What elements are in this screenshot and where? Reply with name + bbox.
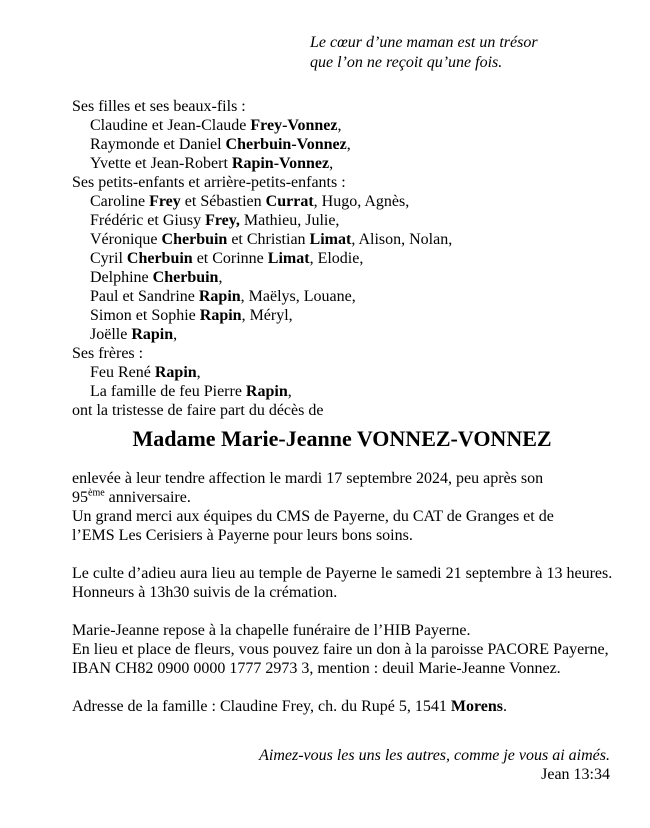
body-text: , [173,326,178,343]
name-bold-text: Rapin-Vonnez [231,155,330,172]
name-bold-text: Cherbuin [152,269,219,286]
name-bold-text: Limat [267,250,310,267]
paragraph-line [72,488,650,507]
epigraph-line-2: que l’on ne reçoit qu’une fois. [310,54,503,71]
body-text: . [503,698,508,715]
body-text: Yvette et Jean-Robert [90,155,232,172]
paragraph-line [72,507,650,526]
body-text: , Maëlys, Louane, [240,288,356,305]
closing-quote-attribution: Jean 13:34 [541,766,610,783]
body-text: Ses petits-enfants et arrière-petits-enfants : [72,174,346,191]
name-bold-text: Rapin [198,288,241,305]
paragraph-line [72,469,650,488]
body-text: et Christian [227,231,310,248]
body-text: et Corinne [192,250,268,267]
name-bold-text: Rapin [154,364,197,381]
body-text: 95 [72,489,88,506]
name-bold-text: Cherbuin-Vonnez [225,136,347,153]
paragraph [72,564,650,602]
name-bold-text: Rapin [199,307,242,324]
paragraph-line [72,640,650,659]
family-line [72,192,650,211]
name-bold-text: Morens [450,698,504,715]
family-line [72,173,650,192]
family-line [72,249,650,268]
paragraph-line [72,583,650,602]
body-text: La famille de feu Pierre [90,383,246,400]
body-text: , Alison, Nolan, [351,231,453,248]
name-bold-text: Currat [265,193,314,210]
family-line [72,154,650,173]
closing-quote [0,746,610,784]
name-bold-text: Limat [309,231,352,248]
family-line [72,230,650,249]
body-text: Frédéric et Giusy [90,212,206,229]
body-text: Feu René [90,364,155,381]
body-text: , [218,269,223,286]
body-text: IBAN CH82 0900 0000 1777 2973 3, mention : deuil Marie-Jeanne Vonnez. [72,660,561,677]
name-bold-text: Frey-Vonnez [250,117,338,134]
body-text: Adresse de la famille : Claudine Frey, ch. du Rupé 5, 1541 [72,698,451,715]
family-list [72,97,650,420]
paragraph-line [72,526,650,545]
body-text: ont la tristesse de faire part du décès de [72,402,324,419]
body-text: Un grand merci aux équipes du CMS de Payerne, du CAT de Granges et de [72,508,554,525]
body-text: Paul et Sandrine [90,288,199,305]
name-bold-text: Rapin [131,326,174,343]
body-text: ème [88,487,105,499]
body-text: , [337,117,342,134]
body-text: , Méryl, [241,307,293,324]
body-text: Mathieu, Julie, [239,212,340,229]
family-line [72,116,650,135]
body-text: Joëlle [90,326,132,343]
body-text: Cyril [90,250,127,267]
family-line [72,401,650,420]
paragraph-line [72,564,650,583]
body-text: Claudine et Jean-Claude [90,117,251,134]
body-text: En lieu et place de fleurs, vous pouvez faire un don à la paroisse PACORE Payerne, [72,641,609,658]
body-text: Marie-Jeanne repose à la chapelle funéraire de l’HIB Payerne. [72,622,471,639]
paragraph [72,697,650,716]
body-text: Caroline [90,193,150,210]
body-text: Ses frères : [72,345,144,362]
name-bold-text: Rapin [245,383,288,400]
body-text: Delphine [90,269,153,286]
paragraph-line [72,621,650,640]
paragraph-line [72,697,650,716]
body-text: , [346,136,351,153]
name-bold-text: Cherbuin [126,250,193,267]
family-line [72,363,650,382]
announcement-paragraphs [72,469,650,716]
epigraph-quote [310,33,650,73]
body-text: Le culte d’adieu aura lieu au temple de Payerne le samedi 21 septembre à 13 heures. [72,565,613,582]
body-text: , [196,364,201,381]
body-text: Simon et Sophie [90,307,200,324]
paragraph-line [72,659,650,678]
name-bold-text: Frey [149,193,181,210]
body-text: anniversaire. [104,489,191,506]
name-bold-text: Frey, [205,212,240,229]
body-text: Honneurs à 13h30 suivis de la crémation. [72,584,338,601]
body-text: enlevée à leur tendre affection le mardi 17 septembre 2024, peu après son [72,470,544,487]
family-line [72,287,650,306]
body-text: , Hugo, Agnès, [313,193,410,210]
deceased-name-title: Madame Marie-Jeanne VONNEZ-VONNEZ [132,426,552,451]
body-text: Ses filles et ses beaux-fils : [72,98,246,115]
body-text: et Sébastien [180,193,266,210]
family-line [72,97,650,116]
family-line [72,382,650,401]
family-line [72,306,650,325]
family-line [72,135,650,154]
family-line [72,344,650,363]
body-text: , [329,155,334,172]
body-text: , Elodie, [309,250,364,267]
epigraph-line-1: Le cœur d’une maman est un trésor [310,34,538,51]
body-text: Véronique [90,231,162,248]
paragraph [72,469,650,545]
name-bold-text: Cherbuin [161,231,228,248]
body-text: , [287,383,292,400]
family-line [72,268,650,287]
closing-quote-line: Aimez-vous les uns les autres, comme je vous ai aimés. [259,747,610,764]
body-text: Raymonde et Daniel [90,136,226,153]
family-line [72,211,650,230]
body-text: l’EMS Les Cerisiers à Payerne pour leurs bons soins. [72,527,413,544]
family-line [72,325,650,344]
paragraph [72,621,650,678]
